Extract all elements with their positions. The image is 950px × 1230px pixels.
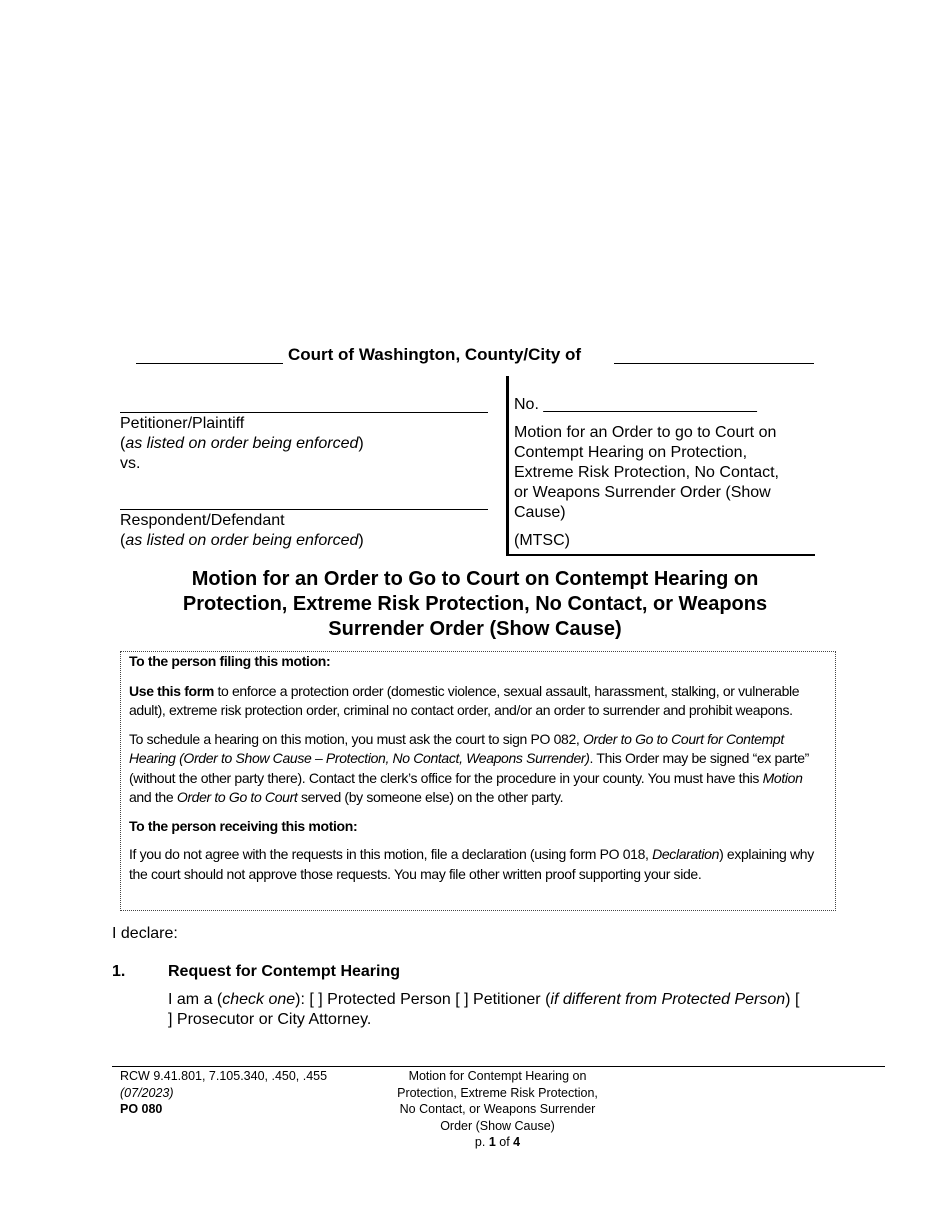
instructions-box [120, 651, 836, 911]
footer-title-line: Order (Show Cause) [440, 1118, 555, 1133]
petitioner-block [120, 414, 490, 474]
footer-title-line: Protection, Extreme Risk Protection, [397, 1085, 598, 1100]
receiver-paragraph: If you do not agree with the requests in this motion, file a declaration (using form PO 018, Declaration) explaining why the court should not approve those requests. You may file other written proof supporting your side. [129, 846, 814, 882]
caption-vertical-divider [506, 376, 509, 555]
case-code: (MTSC) [514, 532, 570, 549]
footer-rcw: RCW 9.41.801, 7.105.340, .450, .455 [120, 1069, 328, 1083]
section-number: 1. [112, 963, 126, 980]
page-number: p. 1 of 4 [474, 1135, 521, 1149]
use-paragraph: Use this form to enforce a protection order (domestic violence, sexual assault, harassment, stalking, or vulnerable adult), extreme risk protection order, criminal no contact order, and/or an order to surrender and prohibit weapons. [129, 682, 800, 718]
respondent-line[interactable] [120, 509, 488, 510]
case-title-line: Contempt Hearing on Protection, [514, 444, 748, 461]
caption-bottom-rule [506, 554, 815, 556]
page-title [100, 567, 850, 642]
footer-form-number: PO 080 [120, 1102, 163, 1116]
case-title-line: or Weapons Surrender Order (Show [514, 484, 771, 501]
court-title: Court of Washington, County/City of [288, 345, 582, 364]
case-title-line: Motion for an Order to go to Court on [514, 424, 777, 441]
role-checkboxes[interactable]: I am a (check one): [ ] Protected Person [ ] Petitioner (if different from Protected Person) [ ] Prosecutor or City Attorney. [168, 991, 800, 1028]
title-line: Protection, Extreme Risk Protection, No Contact, or Weapons [182, 593, 768, 615]
petitioner-note: (as listed on order being enforced) [120, 435, 364, 452]
schedule-paragraph: To schedule a hearing on this motion, you must ask the court to sign PO 082, Order to Go to Court for Contempt Hearing (Order to Show Cause – Protection, No Contact, Weapons Surrender). This Order may be signed “ex parte” (without the other party there). Contact the clerk’s office for the procedure in your county. You must have this Motion and the Order to Go to Court served (by someone else) on the other party. [129, 730, 809, 805]
case-title-line: Extreme Risk Protection, No Contact, [514, 464, 779, 481]
footer-date: (07/2023) [120, 1085, 174, 1100]
court-blank-left[interactable] [136, 363, 283, 364]
respondent-block [120, 511, 490, 551]
respondent-note: (as listed on order being enforced) [120, 532, 364, 549]
respondent-label: Respondent/Defendant [120, 512, 285, 529]
title-line: Motion for an Order to Go to Court on Contempt Hearing on [191, 568, 759, 590]
footer-title-line: Motion for Contempt Hearing on [408, 1069, 587, 1083]
title-line: Surrender Order (Show Cause) [328, 618, 622, 640]
receiver-heading: To the person receiving this motion: [129, 817, 358, 834]
case-title [514, 423, 814, 523]
footer-title-line: No Contact, or Weapons Surrender [399, 1102, 596, 1116]
footer-center [350, 1068, 645, 1151]
court-blank-right[interactable] [614, 363, 814, 364]
section-title: Request for Contempt Hearing [168, 963, 401, 980]
case-title-line: Cause) [514, 504, 566, 521]
petitioner-line[interactable] [120, 412, 488, 413]
footer-rule [112, 1066, 885, 1067]
case-number[interactable]: No. ________________________ [514, 396, 757, 413]
declare-text: I declare: [112, 925, 178, 942]
footer-left [120, 1068, 327, 1118]
filer-heading: To the person filing this motion: [129, 653, 331, 669]
petitioner-label: Petitioner/Plaintiff [120, 415, 245, 432]
vs-label: vs. [120, 455, 141, 472]
